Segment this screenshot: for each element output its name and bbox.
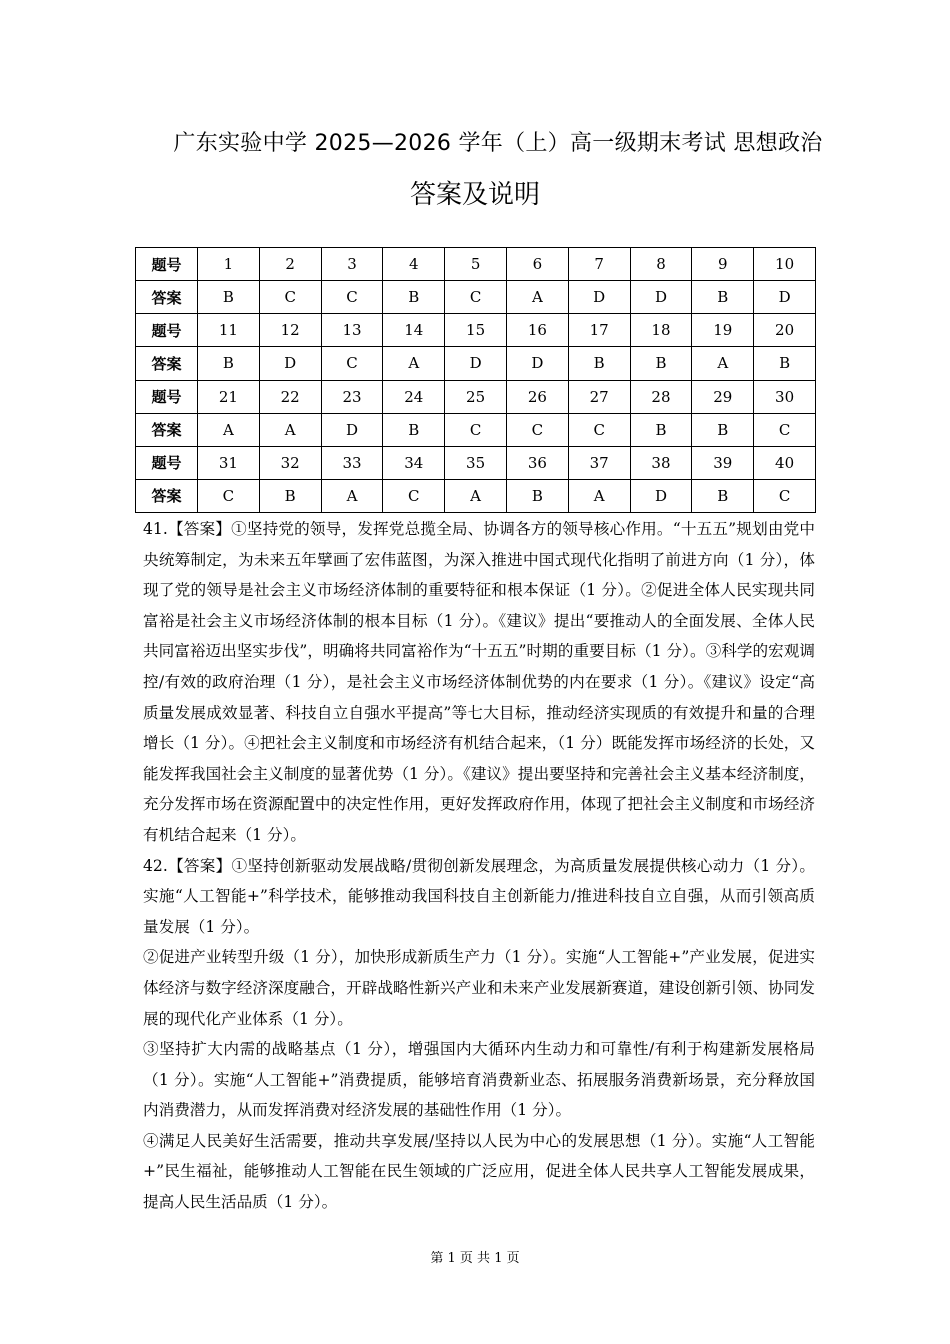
document-subtitle: 答案及说明 — [409, 180, 540, 210]
answer-cell: A — [568, 479, 630, 512]
question-number-cell: 26 — [506, 380, 568, 413]
question-number-row — [136, 446, 816, 479]
question-number-cell: 8 — [630, 248, 692, 281]
answer-header: 答案 — [136, 413, 198, 446]
question-number-cell: 24 — [383, 380, 445, 413]
answer-cell: A — [259, 413, 321, 446]
question-number-cell: 38 — [630, 446, 692, 479]
question-number-cell: 3 — [321, 248, 383, 281]
answer-cell: B — [630, 347, 692, 380]
answer-table — [135, 247, 816, 513]
question-number-cell: 25 — [445, 380, 507, 413]
answer-cell: C — [754, 413, 816, 446]
question-number-cell: 40 — [754, 446, 816, 479]
question-number-cell: 11 — [198, 314, 260, 347]
answer-cell: B — [198, 347, 260, 380]
answer-cell: C — [383, 479, 445, 512]
answer-row — [136, 347, 816, 380]
question-number-cell: 27 — [568, 380, 630, 413]
answer-cell: B — [383, 413, 445, 446]
answer-cell: D — [259, 347, 321, 380]
answer-cell: C — [568, 413, 630, 446]
question-number-cell: 31 — [198, 446, 260, 479]
question-number-cell: 2 — [259, 248, 321, 281]
question-42-answer-part-2: ②促进产业转型升级（1 分），加快形成新质生产力（1 分）。实施“人工智能+”产业发展，促进实体经济与数字经济深度融合，开辟战略性新兴产业和未来产业发展新赛道，建设创新引领、协同发展的现代化产业体系（1 分）。 — [143, 948, 815, 1028]
answer-cell: C — [321, 347, 383, 380]
answer-row — [136, 413, 816, 446]
answer-cell: B — [692, 281, 754, 314]
question-number-cell: 20 — [754, 314, 816, 347]
question-number-cell: 16 — [506, 314, 568, 347]
question-number-cell: 12 — [259, 314, 321, 347]
answer-cell: B — [692, 479, 754, 512]
answer-cell: C — [259, 281, 321, 314]
answer-header: 答案 — [136, 281, 198, 314]
document-title: 广东实验中学 2025—2026 学年（上）高一级期末考试 思想政治 — [173, 131, 823, 156]
answer-header: 答案 — [136, 479, 198, 512]
answer-row — [136, 281, 816, 314]
question-number-cell: 19 — [692, 314, 754, 347]
question-number-cell: 9 — [692, 248, 754, 281]
question-number-cell: 37 — [568, 446, 630, 479]
question-number-cell: 22 — [259, 380, 321, 413]
question-number-cell: 7 — [568, 248, 630, 281]
question-number-cell: 34 — [383, 446, 445, 479]
question-number-cell: 5 — [445, 248, 507, 281]
answer-row — [136, 479, 816, 512]
question-number-cell: 39 — [692, 446, 754, 479]
question-number-cell: 21 — [198, 380, 260, 413]
question-number-row — [136, 380, 816, 413]
question-42-answer-part-3: ③坚持扩大内需的战略基点（1 分），增强国内大循环内生动力和可靠性/有利于构建新发展格局（1 分）。实施“人工智能+”消费提质，能够培育消费新业态、拓展服务消费新场景，充分释放国内消费潜力，从而发挥消费对经济发展的基础性作用（1 分）。 — [143, 1040, 815, 1120]
question-number-cell: 23 — [321, 380, 383, 413]
answer-explanations — [143, 514, 815, 1218]
question-number-cell: 6 — [506, 248, 568, 281]
answer-cell: B — [198, 281, 260, 314]
answer-cell: D — [321, 413, 383, 446]
answer-cell: A — [692, 347, 754, 380]
answer-cell: C — [321, 281, 383, 314]
question-number-cell: 4 — [383, 248, 445, 281]
question-number-cell: 33 — [321, 446, 383, 479]
answer-cell: B — [259, 479, 321, 512]
question-number-row — [136, 248, 816, 281]
answer-cell: B — [692, 413, 754, 446]
question-number-cell: 14 — [383, 314, 445, 347]
answer-cell: D — [630, 479, 692, 512]
question-number-cell: 30 — [754, 380, 816, 413]
answer-cell: C — [198, 479, 260, 512]
answer-cell: D — [445, 347, 507, 380]
question-number-cell: 32 — [259, 446, 321, 479]
question-number-cell: 18 — [630, 314, 692, 347]
answer-cell: D — [630, 281, 692, 314]
answer-cell: C — [445, 281, 507, 314]
question-number-header: 题号 — [136, 248, 198, 281]
question-number-cell: 10 — [754, 248, 816, 281]
question-number-header: 题号 — [136, 446, 198, 479]
answer-cell: D — [506, 347, 568, 380]
question-42-answer-part-1: 42.【答案】①坚持创新驱动发展战略/贯彻创新发展理念，为高质量发展提供核心动力（1 分）。实施“人工智能+”科学技术，能够推动我国科技自主创新能力/推进科技自立自强，从而引领高质量发展（1 分）。 — [143, 856, 815, 936]
answer-cell: A — [321, 479, 383, 512]
answer-cell: D — [568, 281, 630, 314]
answer-cell: A — [198, 413, 260, 446]
question-number-row — [136, 314, 816, 347]
question-number-cell: 17 — [568, 314, 630, 347]
question-number-cell: 35 — [445, 446, 507, 479]
answer-cell: A — [445, 479, 507, 512]
answer-cell: B — [506, 479, 568, 512]
page-footer: 第 1 页 共 1 页 — [430, 1251, 520, 1266]
question-number-cell: 28 — [630, 380, 692, 413]
answer-cell: C — [445, 413, 507, 446]
question-number-cell: 1 — [198, 248, 260, 281]
answer-cell: B — [568, 347, 630, 380]
answer-cell: B — [754, 347, 816, 380]
answer-cell: B — [383, 281, 445, 314]
question-number-cell: 13 — [321, 314, 383, 347]
question-41-answer: 41.【答案】①坚持党的领导，发挥党总揽全局、协调各方的领导核心作用。“十五五”规划由党中央统筹制定，为未来五年擘画了宏伟蓝图，为深入推进中国式现代化指明了前进方向（1 分），体现了党的领导是社会主义市场经济体制的重要特征和根本保证（1 分）。②促进全体人民实现共同富裕是社会主义市场经济体制的根本目标（1 分）。《建议》提出“要推动人的全面发展、全体人民共同富裕迈出坚实步伐”，明确将共同富裕作为“十五五”时期的重要目标（1 分）。③科学的宏观调控/有效的政府治理（1 分），是社会主义市场经济体制优势的内在要求（1 分）。《建议》设定“高质量发展成效显著、科技自立自强水平提高”等七大目标，推动经济实现质的有效提升和量的合理增长（1 分）。④把社会主义制度和市场经济有机结合起来，（1 分）既能发挥市场经济的长处，又能发挥我国社会主义制度的显著优势（1 分）。《建议》提出要坚持和完善社会主义基本经济制度，充分发挥市场在资源配置中的决定性作用，更好发挥政府作用，体现了把社会主义制度和市场经济有机结合起来（1 分）。 — [143, 520, 815, 844]
question-number-header: 题号 — [136, 380, 198, 413]
answer-cell: D — [754, 281, 816, 314]
answer-cell: B — [630, 413, 692, 446]
answer-cell: C — [506, 413, 568, 446]
question-number-header: 题号 — [136, 314, 198, 347]
question-number-cell: 29 — [692, 380, 754, 413]
question-number-cell: 36 — [506, 446, 568, 479]
answer-cell: A — [506, 281, 568, 314]
question-number-cell: 15 — [445, 314, 507, 347]
answer-cell: C — [754, 479, 816, 512]
answer-header: 答案 — [136, 347, 198, 380]
question-42-answer-part-4: ④满足人民美好生活需要，推动共享发展/坚持以人民为中心的发展思想（1 分）。实施“人工智能+”民生福祉，能够推动人工智能在民生领域的广泛应用，促进全体人民共享人工智能发展成果，提高人民生活品质（1 分）。 — [143, 1131, 815, 1212]
answer-cell: A — [383, 347, 445, 380]
